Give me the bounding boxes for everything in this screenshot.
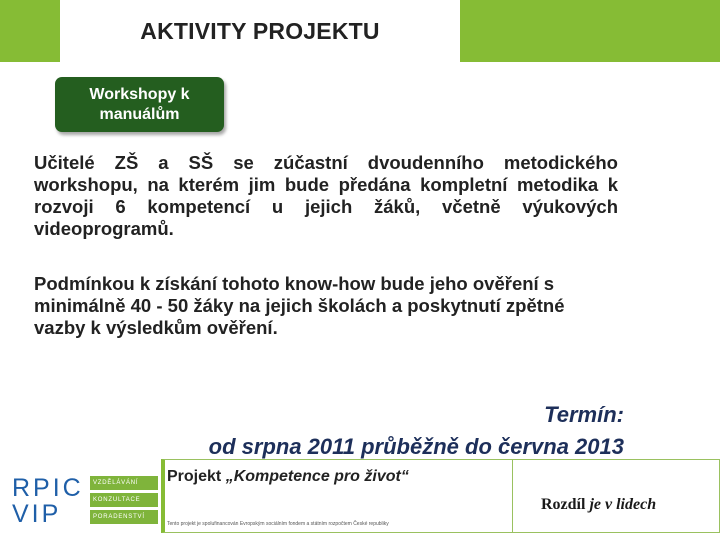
logo-bar-1: VZDĚLÁVÁNÍ [90, 476, 158, 490]
slogan-italic: je v lidech [589, 496, 657, 513]
paragraph-condition: Podmínkou k získání tohoto know-how bude jeho ověření s minimálně 40 - 50 žáky na jejich školách a poskytnutí zpětné vazby k výsledkům ověření. [34, 273, 565, 338]
paragraph-workshop: Učitelé ZŠ a SŠ se zúčastní dvoudenního metodického workshopu, na kterém jim bude předána kompletní metodika k rozvoji 6 kompetencí u jejich žáků, včetně výukových videoprogramů. [34, 152, 618, 239]
slogan [541, 496, 656, 514]
project-name: „Kompetence pro život“ [225, 468, 409, 485]
page-title: AKTIVITY PROJEKTU [60, 0, 460, 62]
deadline-value: od srpna 2011 průběžně do června 2013 [208, 434, 624, 459]
logo-bar-3: PORADENSTVÍ [90, 510, 158, 524]
project-title [167, 468, 409, 486]
logo-bars [90, 476, 158, 527]
logo-bar-2: KONZULTACE [90, 493, 158, 507]
slogan-bold: Rozdíl [541, 496, 590, 513]
rpic-vip-logo [8, 474, 158, 534]
logo-text-bottom: VIP [12, 500, 62, 528]
project-prefix: Projekt [167, 468, 226, 485]
badge-line-1: Workshopy k [89, 85, 190, 103]
deadline-label: Termín: [544, 402, 624, 427]
funding-note: Tento projekt je spolufinancován Evropským sociálním fondem a státním rozpočtem České republiky [167, 521, 389, 527]
deadline [209, 399, 624, 463]
project-panel [161, 459, 513, 533]
slogan-panel [513, 459, 720, 533]
badge-line-2: manuálům [99, 105, 180, 123]
section-badge [55, 77, 224, 132]
logo-text-top: RPIC [12, 474, 84, 502]
